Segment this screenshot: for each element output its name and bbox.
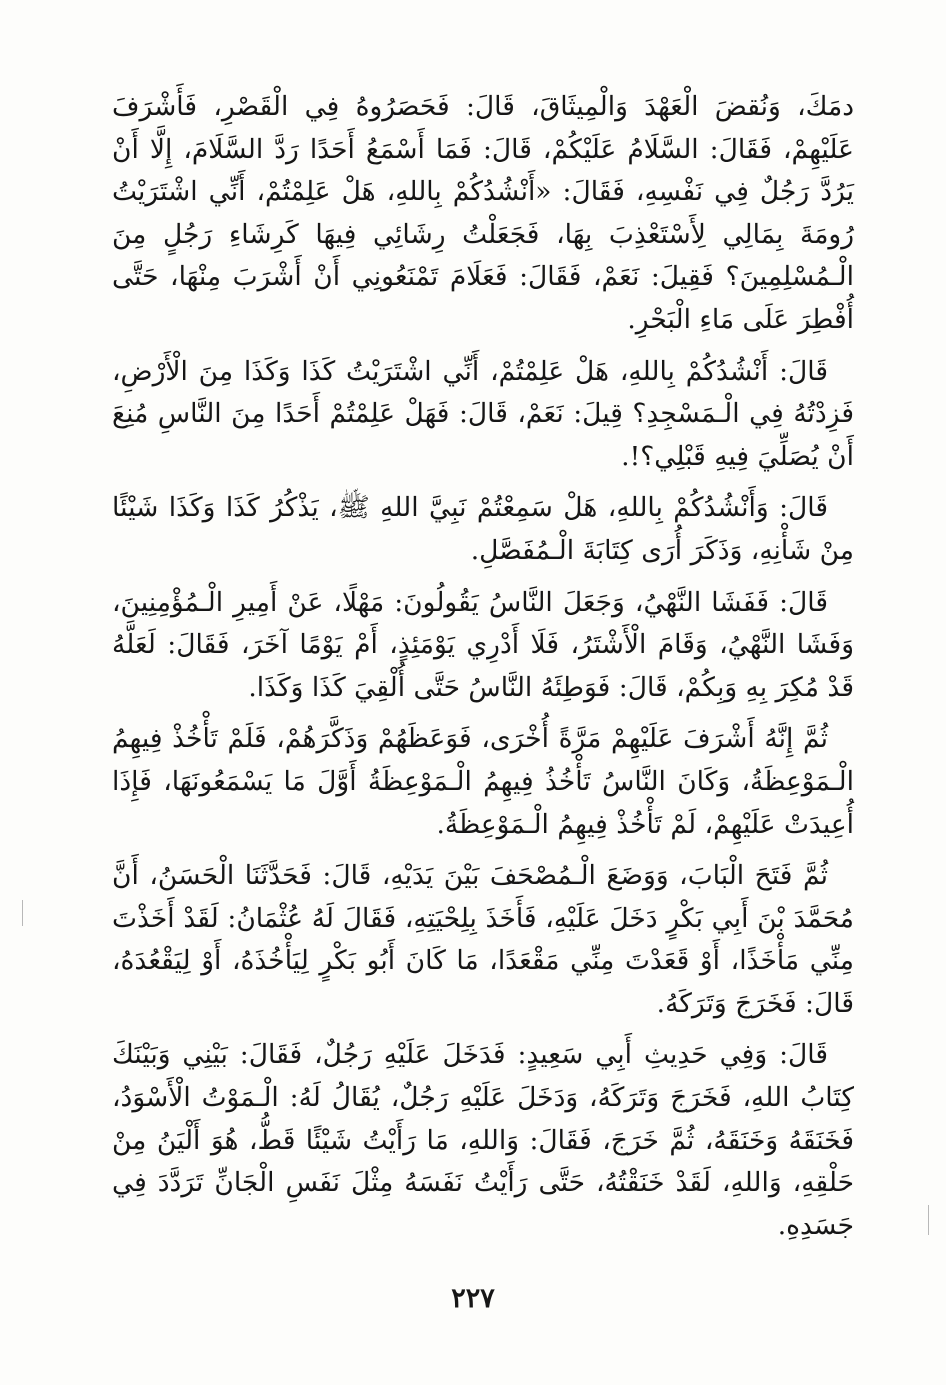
- paragraph: قَالَ: فَفَشَا النَّهْيُ، وَجَعَلَ النَّاسُ يَقُولُونَ: مَهْلًا، عَنْ أَمِيرِ الْـمُؤْمِنِينَ، وَفَشَا النَّهْيُ، وَقَامَ الْأَشْتَرُ، فَلَا أَدْرِي يَوْمَئِذٍ، أَمْ يَوْمًا آخَرَ، فَقَالَ: لَعَلَّهُ قَدْ مُكِرَ بِهِ وَبِكُمْ، قَالَ: فَوَطِئَهُ النَّاسُ حَتَّى أُلْقِيَ كَذَا وَكَذَا.: [112, 586, 854, 703]
- paragraph: ثُمَّ إِنَّهُ أَشْرَفَ عَلَيْهِمْ مَرَّةً أُخْرَى، فَوَعَظَهُمْ وَذَكَّرَهُمْ، فَلَمْ تَأْخُذْ فِيهِمُ الْـمَوْعِظَةُ، وَكَانَ النَّاسُ تَأْخُذُ فِيهِمُ الْـمَوْعِظَةُ أَوَّلَ مَا يَسْمَعُونَهَا، فَإِذَا أُعِيدَتْ عَلَيْهِمْ، لَمْ تَأْخُذْ فِيهِمُ الْـمَوْعِظَةُ.: [112, 723, 854, 840]
- paragraph: قَالَ: أَنْشُدُكُمْ بِاللهِ، هَلْ عَلِمْتُمْ، أَنِّي اشْتَرَيْتُ كَذَا وَكَذَا مِنَ الْأَرْضِ، فَزِدْتُهُ فِي الْـمَسْجِدِ؟ قِيلَ: نَعَمْ، قَالَ: فَهَلْ عَلِمْتُمْ أَحَدًا مِنَ النَّاسِ مُنِعَ أَنْ يُصَلِّيَ فِيهِ قَبْلِي؟!.: [112, 355, 854, 472]
- body-text: [112, 86, 854, 1256]
- page-number: ٢٢٧: [451, 1283, 495, 1314]
- paragraph: قَالَ: وَفِي حَدِيثِ أَبِي سَعِيدٍ: فَدَخَلَ عَلَيْهِ رَجُلٌ، فَقَالَ: بَيْنِي وَبَيْنَكَ كِتَابُ اللهِ، فَخَرَجَ وَتَرَكَهُ، وَدَخَلَ عَلَيْهِ رَجُلٌ، يُقَالُ لَهُ: الْـمَوْتُ الْأَسْوَدُ، فَخَنَقَهُ وَخَنَقَهُ، ثُمَّ خَرَجَ، فَقَالَ: وَاللهِ، مَا رَأَيْتُ شَيْئًا قَطُّ، هُوَ أَلْيَنُ مِنْ حَلْقِهِ، وَاللهِ، لَقَدْ خَنَقْتُهُ، حَتَّى رَأَيْتُ نَفَسَهُ مِثْلَ نَفَسِ الْجَانِّ تَرَدَّدَ فِي جَسَدِهِ.: [112, 1039, 854, 1241]
- scan-edge-mark-left: [22, 900, 23, 926]
- scan-edge-mark-right: [928, 1205, 929, 1235]
- paragraph: ثُمَّ فَتَحَ الْبَابَ، وَوَضَعَ الْـمُصْحَفَ بَيْنَ يَدَيْهِ، قَالَ: فَحَدَّثَنَا الْحَسَنُ، أَنَّ مُحَمَّدَ بْنَ أَبِي بَكْرٍ دَخَلَ عَلَيْهِ، فَأَخَذَ بِلِحْيَتِهِ، فَقَالَ لَهُ عُثْمَانُ: لَقَدْ أَخَذْتَ مِنِّي مَأْخَذًا، أَوْ قَعَدْتَ مِنِّي مَقْعَدًا، مَا كَانَ أَبُو بَكْرٍ لِيَأْخُذَهُ، أَوْ لِيَقْعُدَهُ، قَالَ: فَخَرَجَ وَتَرَكَهُ.: [112, 860, 854, 1019]
- paragraph: دمَكَ، وَنُقضَ الْعَهْدَ وَالْمِيثَاقَ، قَالَ: فَحَصَرُوهُ فِي الْقَصْرِ، فَأَشْرَفَ عَلَيْهِمْ، فَقَالَ: السَّلَامُ عَلَيْكُمْ، قَالَ: فَمَا أَسْمَعُ أَحَدًا رَدَّ السَّلَامَ، إِلَّا أَنْ يَرُدَّ رَجُلٌ فِي نَفْسِهِ، فَقَالَ: «أَنْشُدُكُمْ بِاللهِ، هَلْ عَلِمْتُمْ، أَنِّي اشْتَرَيْتُ رُومَةَ بِمَالِي لِأَسْتَعْذِبَ بِهَا، فَجَعَلْتُ رِشَائِي فِيهَا كَرِشَاءِ رَجُلٍ مِنَ الْـمُسْلِمِينَ؟ فَقِيلَ: نَعَمْ، فَقَالَ: فَعَلَامَ تَمْنَعُونِي أَنْ أَشْرَبَ مِنْهَا، حَتَّى أُفْطِرَ عَلَى مَاءِ الْبَحْرِ.: [112, 91, 854, 335]
- paragraph: قَالَ: وَأَنْشُدُكُمْ بِاللهِ، هَلْ سَمِعْتُمْ نَبِيَّ اللهِ ﷺ، يَذْكُرُ كَذَا وَكَذَا شَيْئًا مِنْ شَأْنِهِ، وَذَكَرَ أُرَى كِتَابَةَ الْـمُفَصَّلِ.: [112, 492, 854, 566]
